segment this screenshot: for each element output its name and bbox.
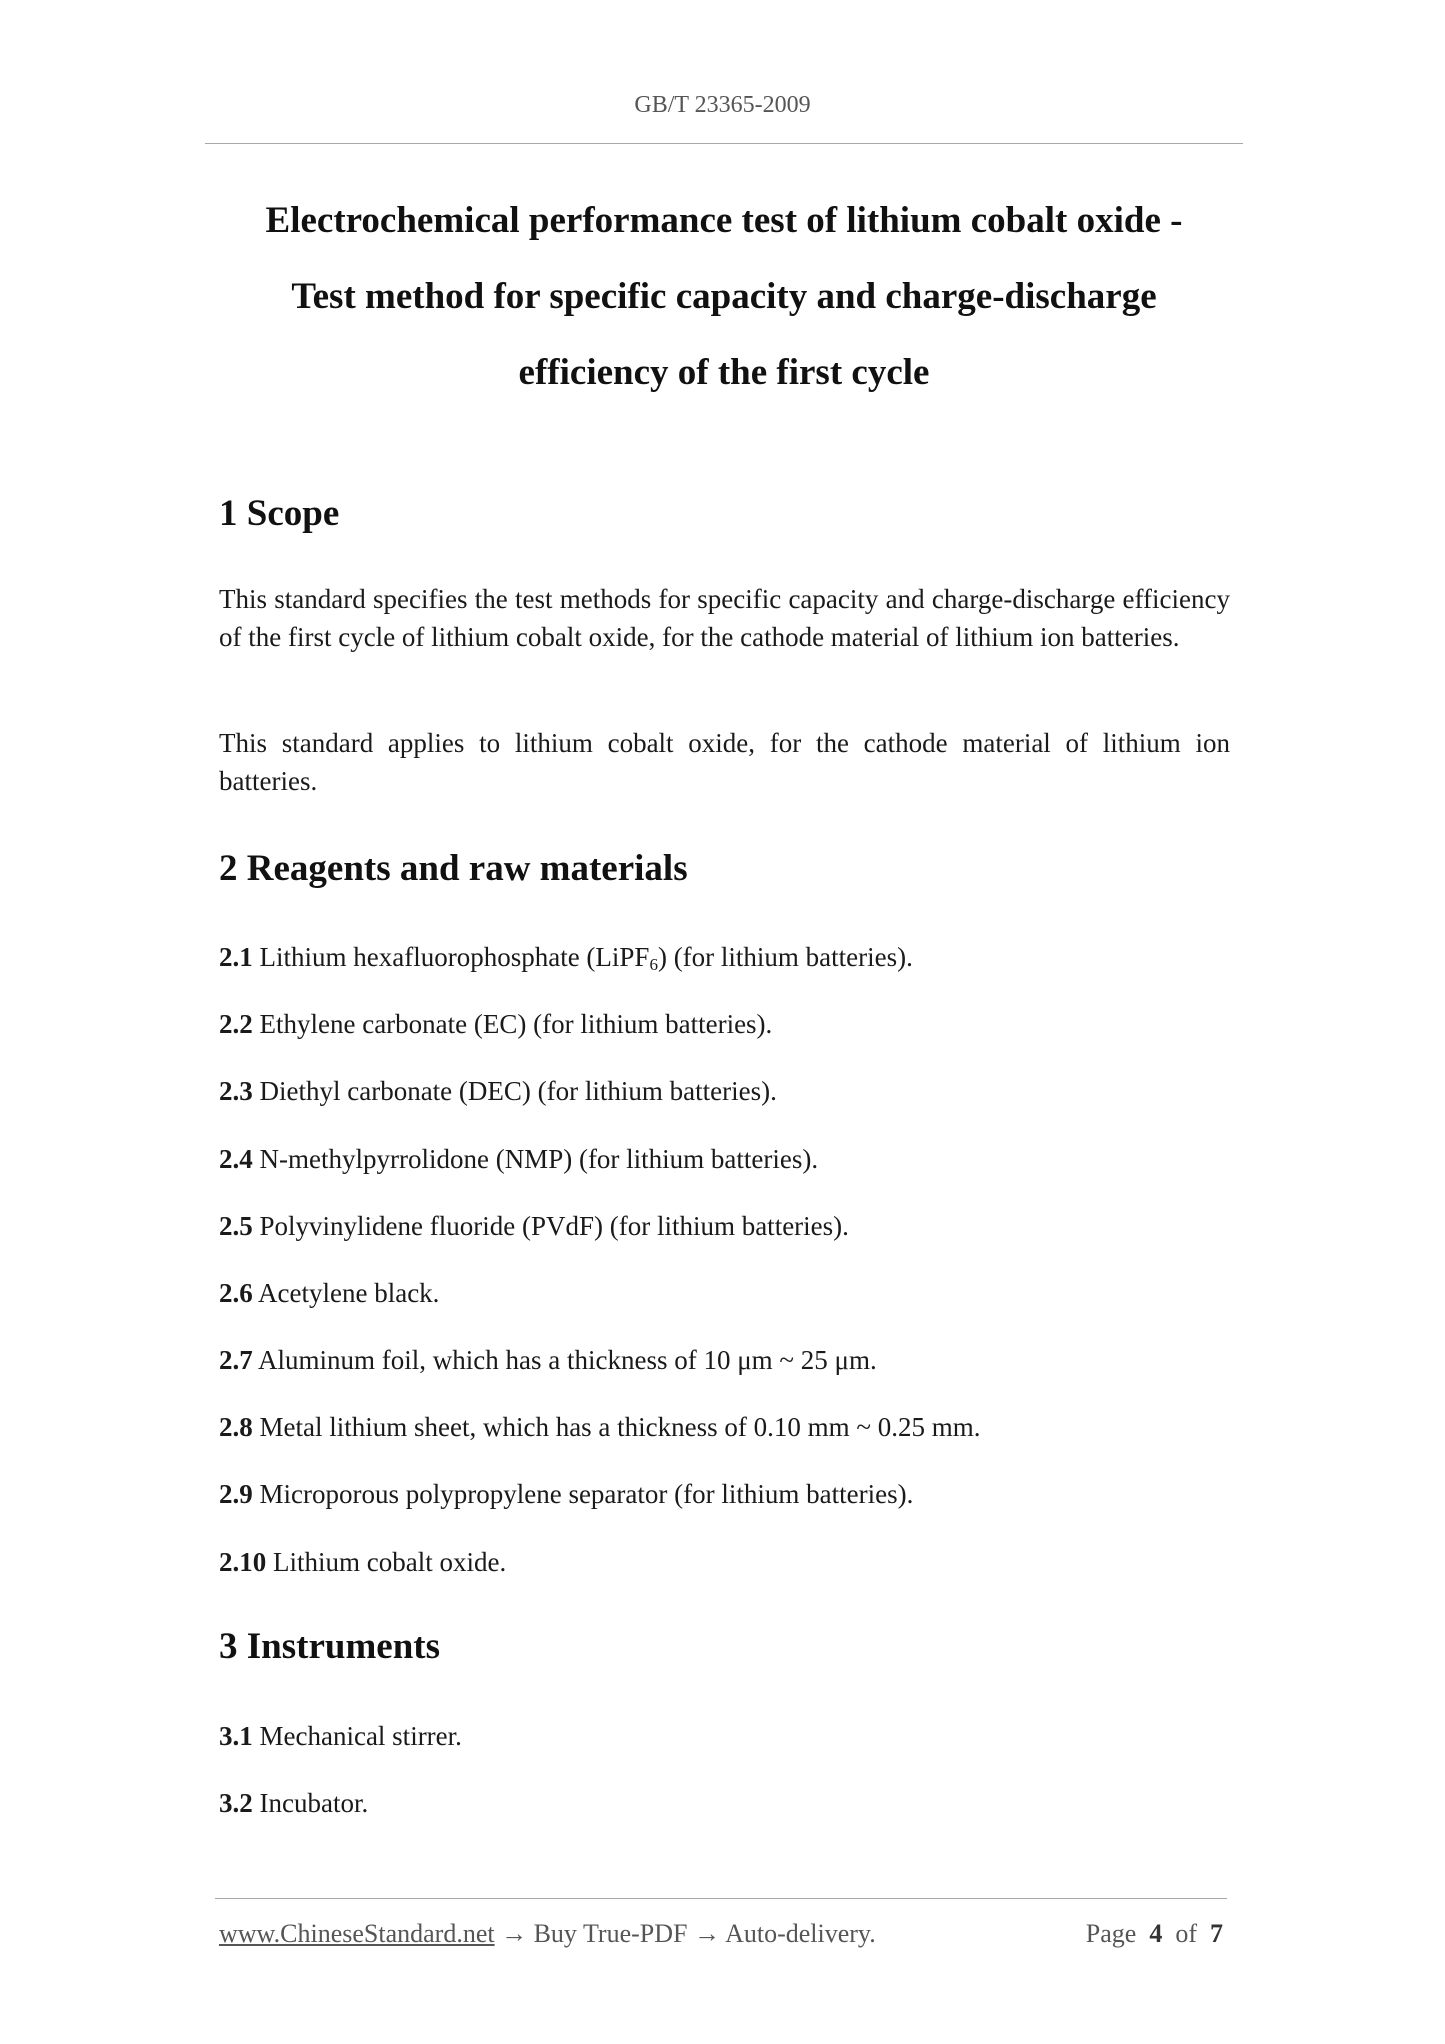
item-number: 2.1 [219,942,253,972]
of-label: of [1175,1919,1197,1948]
footer-divider [215,1898,1227,1899]
item-number: 2.2 [219,1009,253,1039]
item-text: N-methylpyrrolidone (NMP) (for lithium batteries). [259,1144,819,1174]
item-number: 2.4 [219,1144,253,1174]
footer-promo [219,1919,876,1949]
list-item [219,1209,1230,1243]
item-text: Mechanical stirrer. [259,1721,462,1751]
list-item [219,1545,1230,1579]
item-number: 2.8 [219,1412,253,1442]
document-title [205,183,1243,411]
item-number: 2.7 [219,1345,253,1375]
item-number: 2.5 [219,1211,253,1241]
scope-paragraph-1: This standard specifies the test methods for specific capacity and charge-discharge efficiency of the first cycle of lithium cobalt oxide, for the cathode material of lithium ion batteries. [219,584,1230,652]
section-heading-reagents: 2 Reagents and raw materials [219,848,688,889]
item-text: Polyvinylidene fluoride (PVdF) (for lithium batteries). [259,1211,849,1241]
item-text: Ethylene carbonate (EC) (for lithium batteries). [259,1009,773,1039]
page-indicator [1086,1919,1223,1949]
list-item [219,1007,1230,1041]
item-number: 2.6 [219,1278,253,1308]
list-item [219,1786,1230,1820]
buy-pdf-text: Buy True-PDF [533,1919,688,1948]
item-text: Metal lithium sheet, which has a thickness of 0.10 mm ~ 0.25 mm. [259,1412,981,1442]
list-item [219,1719,1230,1753]
item-text: Lithium hexafluorophosphate (LiPF$_6$) (for lithium batteries). [259,942,913,974]
arrow-right-icon: → [501,1919,528,1948]
item-number: 3.1 [219,1721,253,1751]
list-item [219,1074,1230,1108]
item-number: 3.2 [219,1788,253,1818]
item-number: 2.9 [219,1479,253,1509]
section-heading-scope: 1 Scope [219,493,340,534]
current-page-number: 4 [1149,1919,1163,1948]
list-item [219,1410,1230,1444]
title-line-2: Test method for specific capacity and charge-discharge [291,276,1157,317]
scope-paragraph-2: This standard applies to lithium cobalt oxide, for the cathode material of lithium ion batteries. [219,728,1230,796]
list-item [219,1276,1230,1310]
item-number: 2.3 [219,1076,253,1106]
website-link[interactable]: www.ChineseStandard.net [219,1919,495,1948]
document-code-header: GB/T 23365-2009 [634,92,811,118]
section-heading-instruments: 3 Instruments [219,1626,440,1667]
item-text: Acetylene black. [258,1278,440,1308]
item-text: Microporous polypropylene separator (for lithium batteries). [259,1479,914,1509]
item-text: Incubator. [259,1788,369,1818]
item-text: Aluminum foil, which has a thickness of 10 μm ~ 25 μm. [258,1345,877,1375]
item-text: Diethyl carbonate (DEC) (for lithium batteries). [259,1076,777,1106]
list-item [219,1142,1230,1176]
auto-delivery-text: Auto-delivery. [725,1919,876,1948]
item-number: 2.10 [219,1547,267,1577]
list-item [219,1477,1230,1511]
total-pages-number: 7 [1210,1919,1223,1948]
page-label: Page [1085,1919,1137,1948]
header-divider [205,143,1243,144]
arrow-right-icon: → [694,1919,720,1948]
title-line-3: efficiency of the first cycle [518,352,930,393]
title-line-1: Electrochemical performance test of lithium cobalt oxide - [265,200,1183,241]
list-item [219,1343,1230,1377]
item-text: Lithium cobalt oxide. [273,1547,507,1577]
list-item [219,940,1230,974]
